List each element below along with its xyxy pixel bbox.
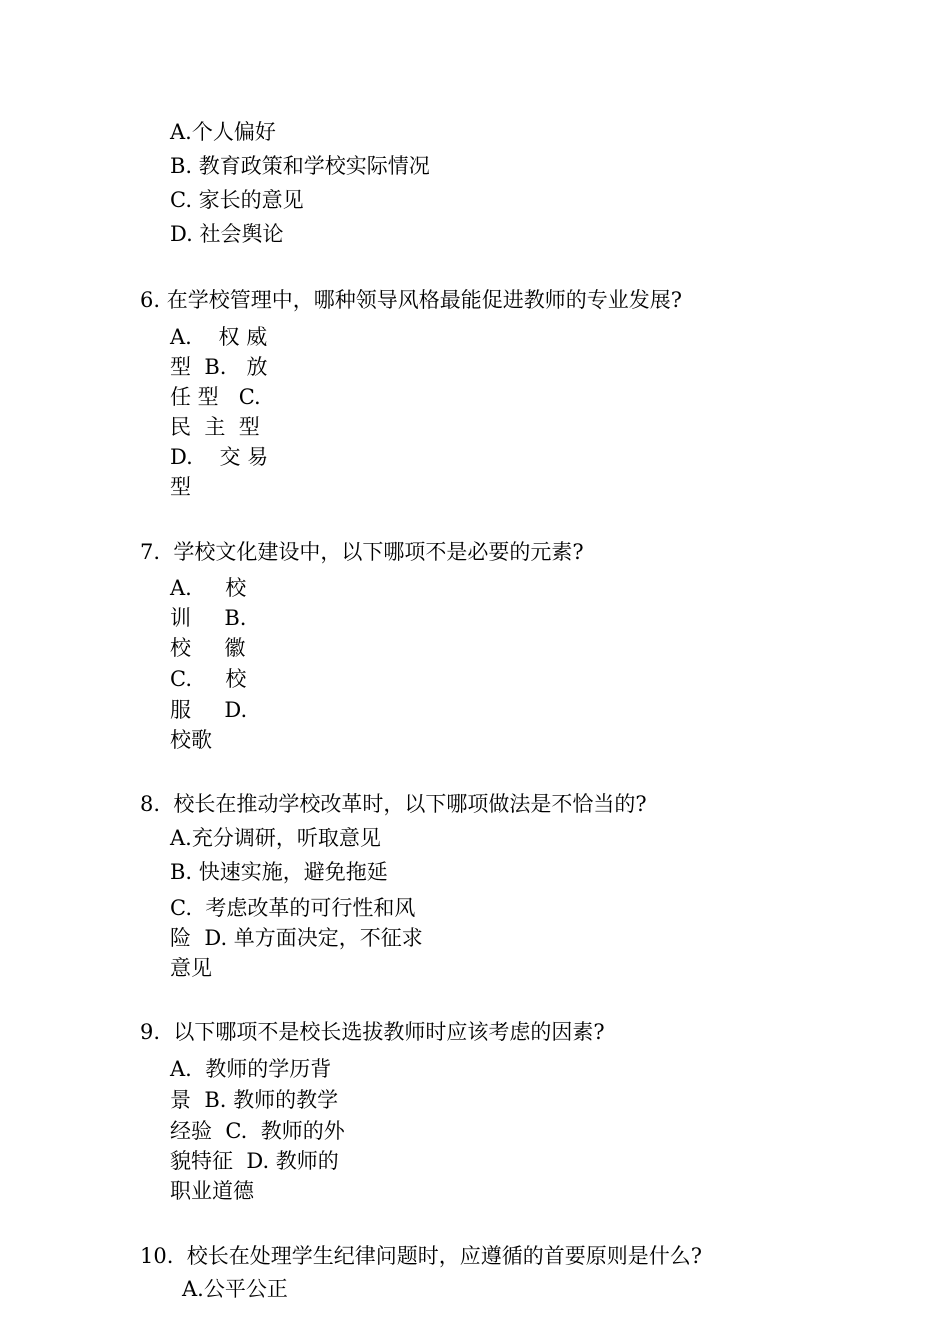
- q8-option-b: B. 快速实施，避免拖延: [170, 860, 388, 884]
- q9-options-line: 景 B. 教师的教学: [170, 1088, 339, 1112]
- q9-options-line: 职业道德: [170, 1179, 254, 1203]
- q6-options-line: D. 交 易: [170, 445, 269, 469]
- q10-stem: 10. 校长在处理学生纪律问题时，应遵循的首要原则是什么?: [140, 1244, 703, 1268]
- q7-stem: 7. 学校文化建设中，以下哪项不是必要的元素?: [140, 540, 584, 564]
- q8-options-line: 险 D. 单方面决定，不征求: [170, 926, 423, 950]
- q8-option-a: A.充分调研，听取意见: [170, 826, 381, 850]
- q9-options-line: 经验 C. 教师的外: [170, 1119, 345, 1143]
- q6-options-line: 型: [170, 475, 191, 499]
- q9-options-line: A. 教师的学历背: [170, 1057, 332, 1081]
- q8-options-line: 意见: [170, 956, 212, 980]
- q5-option-b: B. 教育政策和学校实际情况: [170, 154, 430, 178]
- q7-options-line: 校歌: [170, 728, 212, 752]
- q6-options-line: 任 型 C.: [170, 385, 261, 409]
- q10-option-a: A.公平公正: [182, 1277, 288, 1301]
- q6-options-line: 民 主 型: [170, 415, 260, 439]
- q5-option-a: A.个人偏好: [170, 120, 276, 144]
- q5-option-d: D. 社会舆论: [170, 222, 284, 246]
- q7-options-line: C. 校: [170, 667, 247, 691]
- q7-options-line: 服 D.: [170, 698, 248, 722]
- q8-stem: 8. 校长在推动学校改革时，以下哪项做法是不恰当的?: [140, 792, 647, 816]
- q5-option-c: C. 家长的意见: [170, 188, 304, 212]
- q7-options-line: A. 校: [170, 576, 247, 600]
- q6-stem: 6. 在学校管理中，哪种领导风格最能促进教师的专业发展?: [140, 288, 682, 312]
- q9-stem: 9. 以下哪项不是校长选拔教师时应该考虑的因素?: [140, 1020, 605, 1044]
- q6-options-line: A. 权 威: [170, 325, 268, 349]
- q7-options-line: 训 B.: [170, 606, 247, 630]
- q9-options-line: 貌特征 D. 教师的: [170, 1149, 339, 1173]
- q7-options-line: 校 徽: [170, 636, 246, 660]
- q6-options-line: 型 B. 放: [170, 355, 268, 379]
- q8-options-line: C. 考虑改革的可行性和风: [170, 896, 416, 920]
